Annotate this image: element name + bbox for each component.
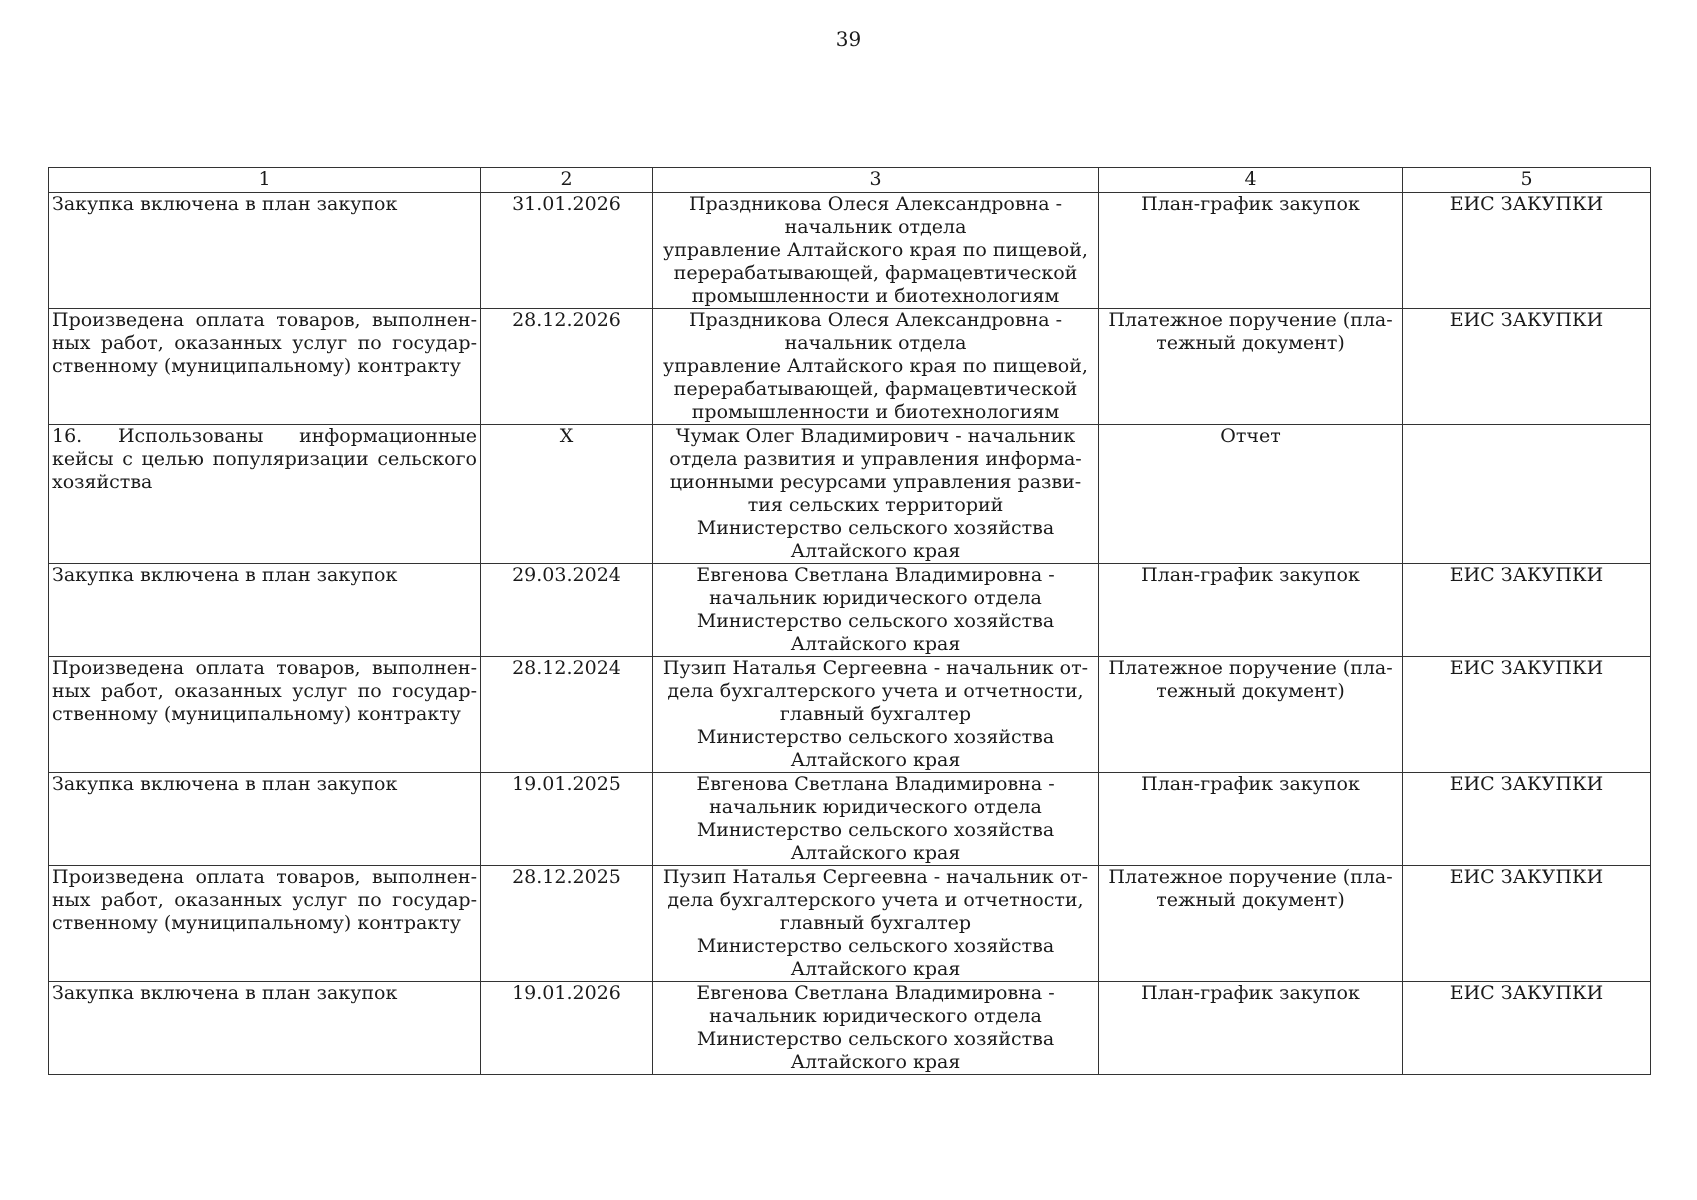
document-cell: План-график закупок (1099, 564, 1403, 657)
responsible-line: перерабатывающей, фармацевтической (673, 378, 1078, 400)
table-row (49, 982, 1651, 1075)
responsible-line: промышленности и биотехнологиям (691, 401, 1060, 423)
date-cell: 31.01.2026 (481, 193, 653, 309)
responsible-line: Праздникова Олеся Александровна - (688, 193, 1063, 215)
responsible-line: Алтайского края (790, 958, 961, 980)
responsible-line: ционными ресурсами управления разви- (669, 471, 1082, 493)
responsible-line: промышленности и биотехнологиям (691, 285, 1060, 307)
responsible-cell (653, 982, 1099, 1075)
responsible-line: Министерство сельского хозяйства (696, 610, 1055, 632)
date-cell: 28.12.2025 (481, 866, 653, 982)
responsible-line: Министерство сельского хозяйства (696, 517, 1055, 539)
column-header-3: 3 (653, 168, 1099, 193)
responsible-line: Алтайского края (790, 1051, 961, 1073)
event-cell: Произведена оплата товаров, выполнен-ных работ, оказанных услуг по государ-ственному (муниципальному) контракту (49, 866, 481, 982)
procurement-table (48, 167, 1651, 1075)
responsible-line: Алтайского края (790, 842, 961, 864)
column-header-4: 4 (1099, 168, 1403, 193)
responsible-line: начальник юридического отдела (709, 1005, 1042, 1027)
system-cell: ЕИС ЗАКУПКИ (1403, 564, 1651, 657)
document-cell: Отчет (1099, 425, 1403, 564)
system-cell: ЕИС ЗАКУПКИ (1403, 982, 1651, 1075)
responsible-line: дела бухгалтерского учета и отчетности, (667, 680, 1084, 702)
system-cell (1403, 425, 1651, 564)
table-row (49, 425, 1651, 564)
responsible-line: управление Алтайского края по пищевой, (663, 239, 1088, 261)
responsible-line: Алтайского края (790, 540, 961, 562)
responsible-line: Министерство сельского хозяйства (696, 1028, 1055, 1050)
document-cell: План-график закупок (1099, 773, 1403, 866)
responsible-line: главный бухгалтер (779, 912, 972, 934)
event-cell: 16. Использованы информационные кейсы с целью популяризации сельского хозяйства (49, 425, 481, 564)
date-cell: Х (481, 425, 653, 564)
responsible-line: начальник юридического отдела (709, 796, 1042, 818)
responsible-line: управление Алтайского края по пищевой, (663, 355, 1088, 377)
event-cell: Произведена оплата товаров, выполнен-ных работ, оказанных услуг по государ-ственному (муниципальному) контракту (49, 657, 481, 773)
date-cell: 19.01.2026 (481, 982, 653, 1075)
table-row (49, 657, 1651, 773)
document-cell: Платежное поручение (пла-тежный документ) (1099, 309, 1403, 425)
responsible-cell (653, 866, 1099, 982)
page-number: 39 (835, 27, 862, 51)
responsible-line: дела бухгалтерского учета и отчетности, (667, 889, 1084, 911)
table-row (49, 564, 1651, 657)
date-cell: 28.12.2026 (481, 309, 653, 425)
responsible-line: начальник юридического отдела (709, 587, 1042, 609)
column-header-1: 1 (49, 168, 481, 193)
column-header-5: 5 (1403, 168, 1651, 193)
document-cell: План-график закупок (1099, 982, 1403, 1075)
responsible-line: Министерство сельского хозяйства (696, 935, 1055, 957)
table-row (49, 866, 1651, 982)
responsible-line: отдела развития и управления информа- (669, 448, 1082, 470)
responsible-line: Евгенова Светлана Владимировна - (696, 773, 1055, 795)
responsible-line: Пузип Наталья Сергеевна - начальник от- (662, 866, 1089, 888)
date-cell: 28.12.2024 (481, 657, 653, 773)
responsible-line: главный бухгалтер (779, 703, 972, 725)
document-cell: Платежное поручение (пла-тежный документ) (1099, 657, 1403, 773)
responsible-line: Министерство сельского хозяйства (696, 726, 1055, 748)
system-cell: ЕИС ЗАКУПКИ (1403, 309, 1651, 425)
responsible-cell (653, 657, 1099, 773)
table-row (49, 773, 1651, 866)
document-cell: Платежное поручение (пла-тежный документ) (1099, 866, 1403, 982)
event-cell: Закупка включена в план закупок (49, 564, 481, 657)
system-cell: ЕИС ЗАКУПКИ (1403, 866, 1651, 982)
responsible-line: начальник отдела (784, 216, 967, 238)
responsible-line: начальник отдела (784, 332, 967, 354)
responsible-line: Евгенова Светлана Владимировна - (696, 982, 1055, 1004)
event-cell: Закупка включена в план закупок (49, 982, 481, 1075)
column-header-2: 2 (481, 168, 653, 193)
system-cell: ЕИС ЗАКУПКИ (1403, 657, 1651, 773)
responsible-line: Евгенова Светлана Владимировна - (696, 564, 1055, 586)
event-cell: Произведена оплата товаров, выполнен-ных работ, оказанных услуг по государ-ственному (муниципальному) контракту (49, 309, 481, 425)
responsible-cell (653, 425, 1099, 564)
table-row (49, 309, 1651, 425)
responsible-line: перерабатывающей, фармацевтической (673, 262, 1078, 284)
column-number-row (49, 168, 1651, 193)
responsible-cell (653, 193, 1099, 309)
system-cell: ЕИС ЗАКУПКИ (1403, 193, 1651, 309)
responsible-cell (653, 564, 1099, 657)
system-cell: ЕИС ЗАКУПКИ (1403, 773, 1651, 866)
responsible-line: Алтайского края (790, 633, 961, 655)
responsible-line: Алтайского края (790, 749, 961, 771)
event-cell: Закупка включена в план закупок (49, 193, 481, 309)
responsible-line: Чумак Олег Владимирович - начальник (675, 425, 1076, 447)
responsible-cell (653, 773, 1099, 866)
date-cell: 29.03.2024 (481, 564, 653, 657)
date-cell: 19.01.2025 (481, 773, 653, 866)
responsible-line: Министерство сельского хозяйства (696, 819, 1055, 841)
event-cell: Закупка включена в план закупок (49, 773, 481, 866)
responsible-line: Пузип Наталья Сергеевна - начальник от- (662, 657, 1089, 679)
table-row (49, 193, 1651, 309)
responsible-line: Праздникова Олеся Александровна - (688, 309, 1063, 331)
responsible-line: тия сельских территорий (747, 494, 1004, 516)
responsible-cell (653, 309, 1099, 425)
document-cell: План-график закупок (1099, 193, 1403, 309)
